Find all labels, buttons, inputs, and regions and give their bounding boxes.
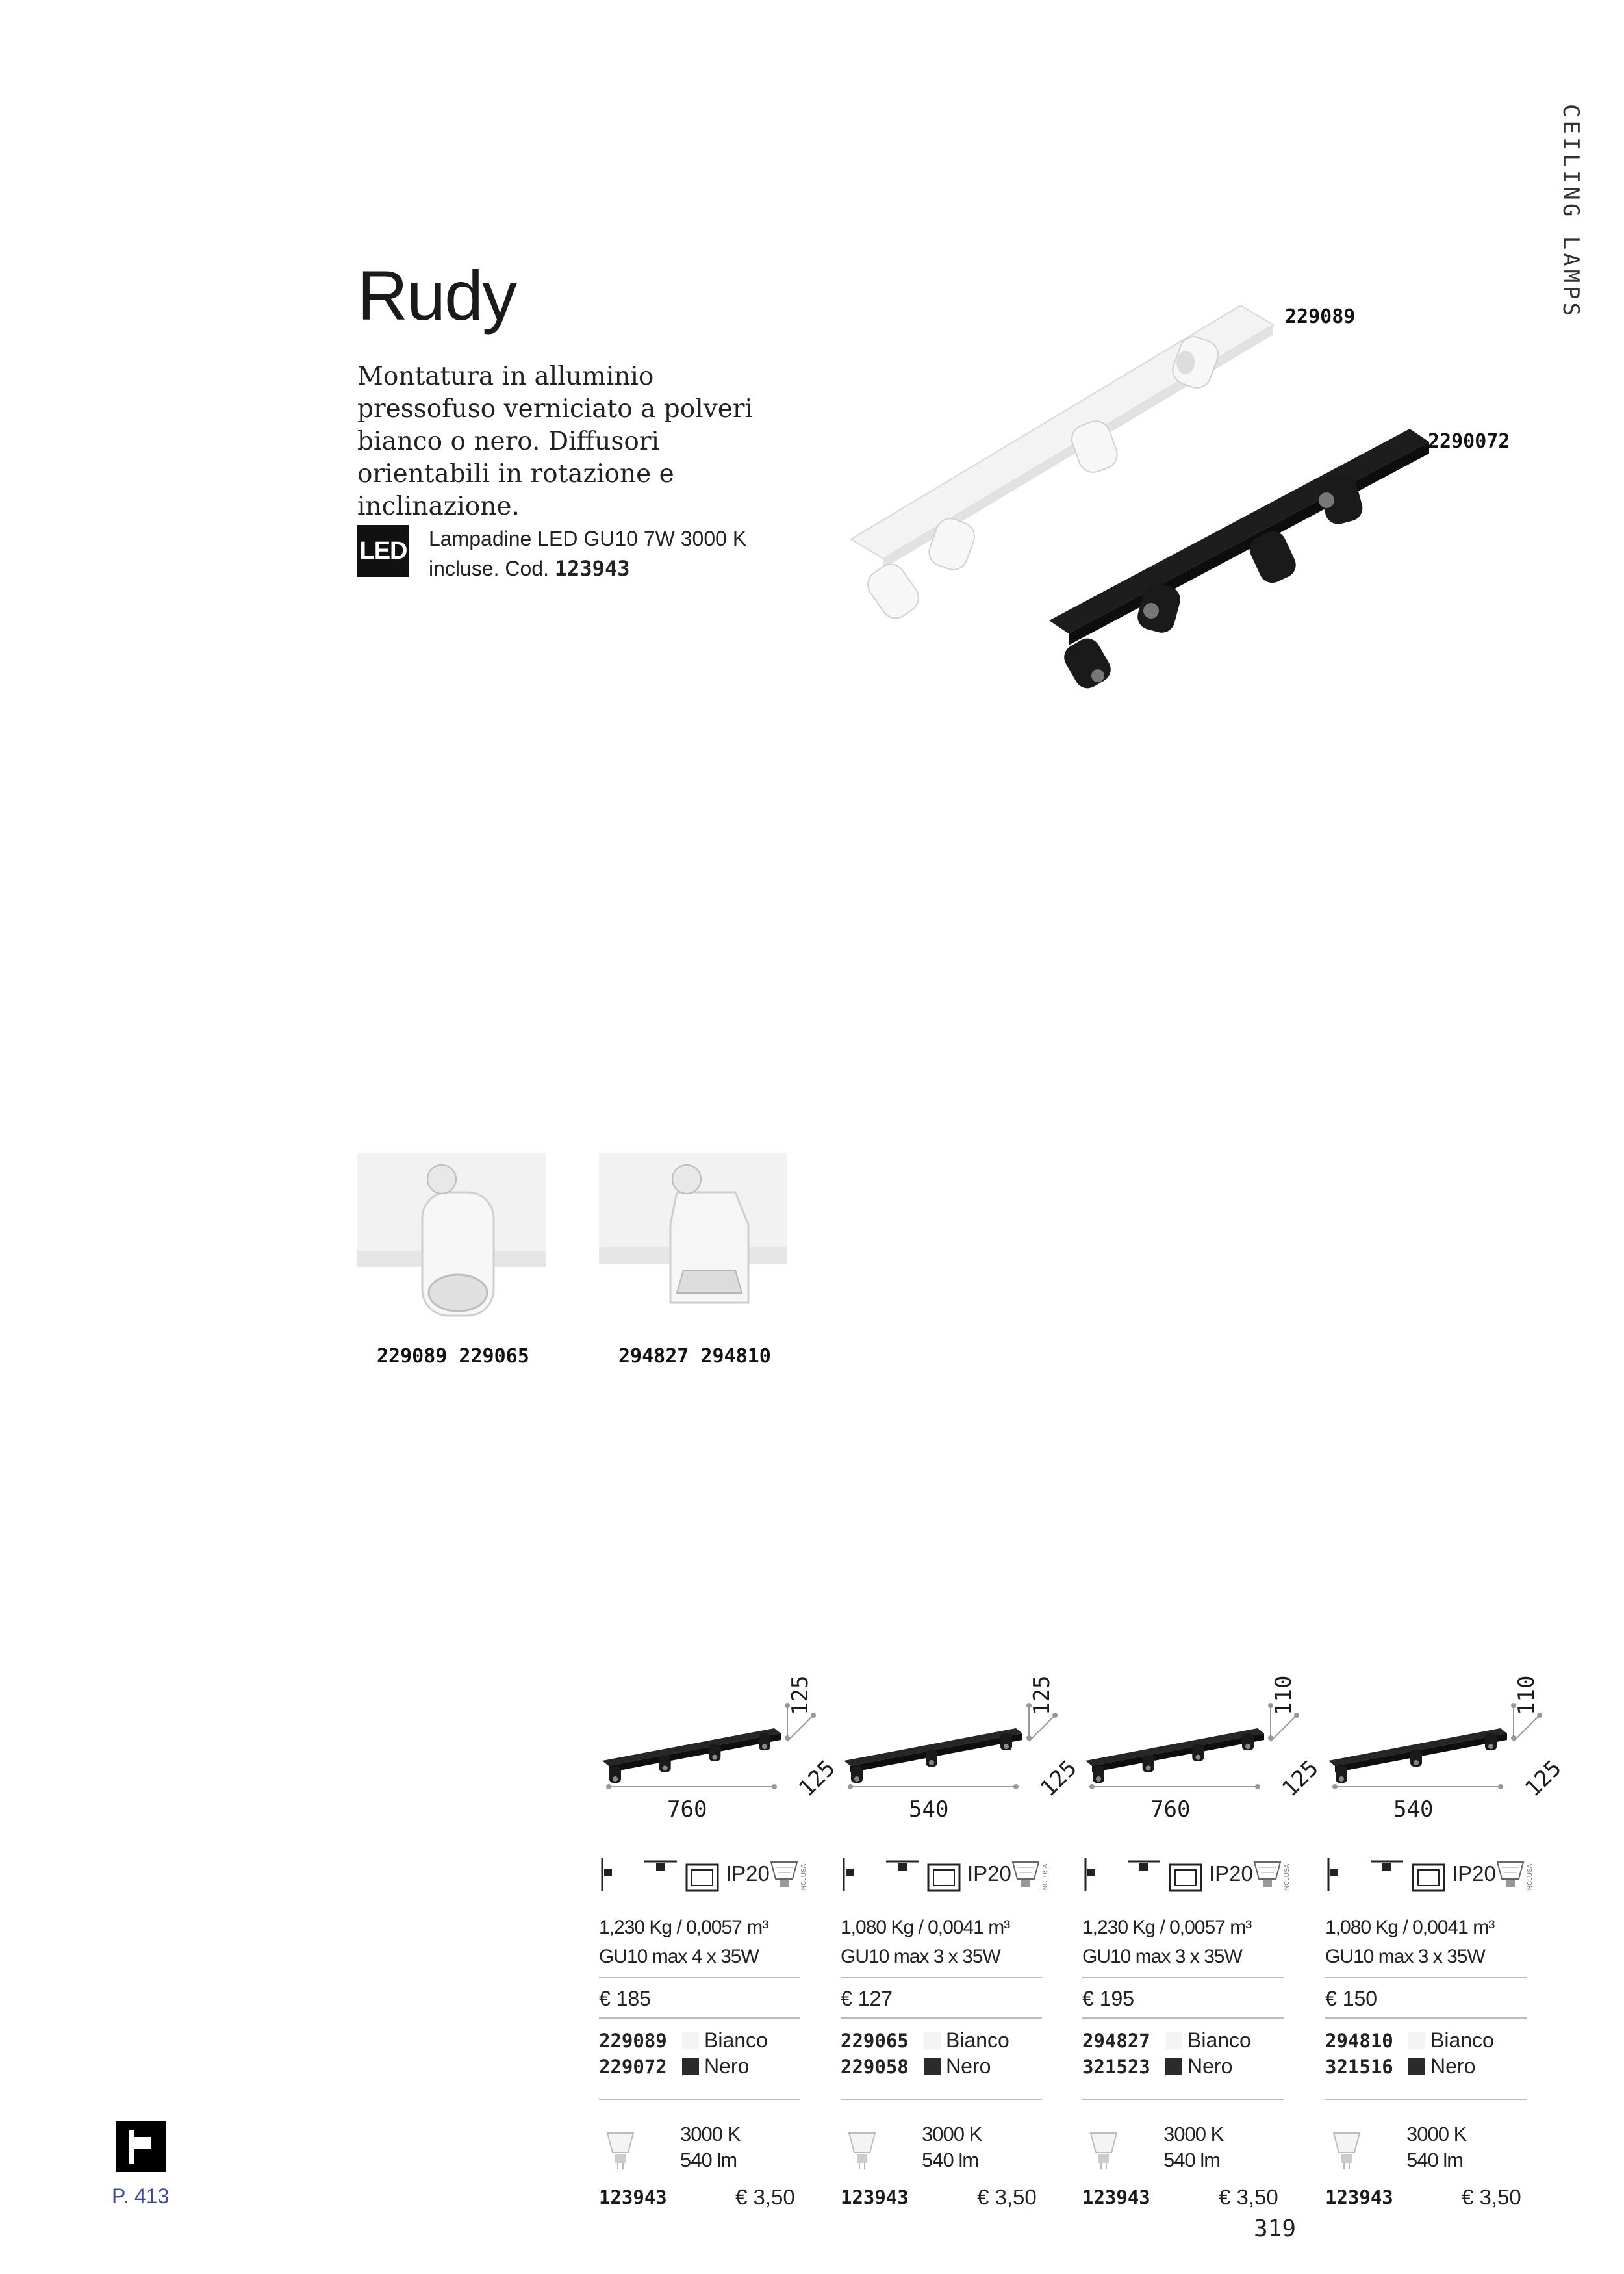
depth-dimension: 125: [1520, 1755, 1567, 1802]
led-bulb-icon: [605, 2128, 635, 2173]
led-info-line1: Lampadine LED GU10 7W 3000 K: [429, 527, 747, 550]
variant-black: [1325, 2054, 1475, 2078]
white-swatch: [924, 2032, 941, 2049]
bulb-specs: [1163, 2121, 1223, 2173]
divider: [841, 2099, 1042, 2100]
height-dimension: 125: [1029, 1675, 1055, 1715]
bulb-temperature: 3000 K: [680, 2123, 741, 2145]
variant-color: Nero: [704, 2054, 750, 2078]
bulb-code: 123943: [1082, 2186, 1150, 2208]
product-description: Montatura in alluminio pressofuso verniciato a polveri bianco o nero. Diffusori orientabili in rotazione e inclinazione.: [357, 362, 753, 521]
hero-code-white: 229089: [1285, 305, 1356, 328]
bulb-price: € 3,50: [1462, 2185, 1521, 2209]
bulb-lumen: 540 lm: [1163, 2149, 1221, 2171]
height-dimension: 125: [787, 1675, 813, 1715]
divider: [1325, 1977, 1527, 1978]
hero-code-black: 2290072: [1428, 430, 1510, 453]
ip-rating: IP20: [967, 1861, 1011, 1885]
bulb-price: € 3,50: [977, 2185, 1037, 2209]
mounting-icons: [1082, 1845, 1323, 1904]
page-number: 319: [1254, 2216, 1297, 2242]
variant-white: [841, 2028, 1009, 2052]
variant-color: Bianco: [1430, 2028, 1494, 2052]
bulb-code: 123943: [841, 2186, 909, 2208]
depth-dimension: 125: [1277, 1755, 1324, 1802]
length-dimension: 760: [1150, 1796, 1191, 1822]
led-badge: LED: [357, 525, 409, 577]
product-title: Rudy: [357, 256, 516, 335]
variant-color: Nero: [1187, 2054, 1233, 2078]
bulb-max: GU10 max 3 x 35W: [841, 1946, 1000, 1967]
variant-color: Nero: [946, 2054, 991, 2078]
led-code: 123943: [554, 556, 630, 581]
variant-white: [1082, 2028, 1251, 2052]
variant-code: 321516: [1325, 2056, 1393, 2078]
gu10-bulb-icon: [771, 1862, 797, 1887]
svg-text:INCLUSA: INCLUSA: [1527, 1863, 1534, 1892]
bulb-max: GU10 max 3 x 35W: [1082, 1946, 1242, 1967]
height-dimension: 110: [1514, 1675, 1540, 1715]
ip-rating: IP20: [1452, 1861, 1496, 1885]
thumbnail-codes-1: 229089 229065: [377, 1345, 529, 1368]
length-dimension: 760: [667, 1796, 707, 1822]
variant-black: [1082, 2054, 1232, 2078]
white-swatch: [682, 2032, 699, 2049]
led-info-line2: incluse. Cod. 123943: [429, 556, 630, 581]
bulb-lumen: 540 lm: [1406, 2149, 1464, 2171]
weight-volume: 1,230 Kg / 0,0057 m³: [1082, 1917, 1252, 1938]
bulb-price: € 3,50: [1219, 2185, 1278, 2209]
led-bulb-icon: [1332, 2128, 1362, 2173]
detail-thumbnail-square: [599, 1153, 787, 1329]
divider: [841, 1977, 1042, 1978]
white-swatch: [1408, 2032, 1425, 2049]
bulb-lumen: 540 lm: [922, 2149, 979, 2171]
gu10-bulb-icon: [1254, 1862, 1280, 1887]
divider: [841, 2017, 1042, 2019]
ip-rating: IP20: [726, 1861, 770, 1885]
bulb-code: 123943: [599, 2186, 667, 2208]
bulb-temperature: 3000 K: [922, 2123, 982, 2145]
variant-color: Nero: [1430, 2054, 1476, 2078]
bulb-code: 123943: [1325, 2186, 1393, 2208]
black-swatch: [682, 2058, 699, 2075]
divider: [599, 2017, 800, 2019]
bulb-max: GU10 max 4 x 35W: [599, 1946, 759, 1967]
variant-code: 294810: [1325, 2030, 1393, 2052]
price: € 127: [841, 1987, 893, 2010]
svg-text:INCLUSA: INCLUSA: [800, 1863, 807, 1892]
mounting-icons: [1325, 1845, 1566, 1904]
gu10-bulb-icon: [1497, 1862, 1523, 1887]
variant-color: Bianco: [1187, 2028, 1251, 2052]
bulb-temperature: 3000 K: [1406, 2123, 1467, 2145]
divider: [599, 2099, 800, 2100]
led-bulb-icon: [1089, 2128, 1119, 2173]
variant-white: [1325, 2028, 1494, 2052]
dimension-drawing: [1082, 1689, 1303, 1832]
variant-code: 229089: [599, 2030, 667, 2052]
variant-black: [841, 2054, 991, 2078]
black-swatch: [1408, 2058, 1425, 2075]
bulb-temperature: 3000 K: [1163, 2123, 1224, 2145]
svg-text:INCLUSA: INCLUSA: [1042, 1863, 1049, 1892]
spec-column: [1325, 1675, 1567, 2209]
white-swatch: [1165, 2032, 1182, 2049]
variant-white: [599, 2028, 768, 2052]
bulb-specs: [922, 2121, 982, 2173]
variant-code: 294827: [1082, 2030, 1150, 2052]
divider: [1082, 1977, 1284, 1978]
bulb-max: GU10 max 3 x 35W: [1325, 1946, 1485, 1967]
variant-code: 321523: [1082, 2056, 1150, 2078]
depth-dimension: 125: [794, 1755, 841, 1802]
section-label: CEILING LAMPS: [1558, 104, 1584, 320]
hero-product-image: [838, 279, 1449, 721]
gu10-bulb-icon: [1013, 1862, 1039, 1887]
brand-logo-icon: [116, 2121, 166, 2172]
divider: [1325, 2017, 1527, 2019]
dimension-drawing: [841, 1689, 1061, 1832]
bulb-price: € 3,50: [735, 2185, 795, 2209]
variant-color: Bianco: [946, 2028, 1009, 2052]
thumbnail-codes-2: 294827 294810: [618, 1345, 771, 1368]
black-swatch: [924, 2058, 941, 2075]
divider: [1325, 2099, 1527, 2100]
variant-code: 229065: [841, 2030, 909, 2052]
depth-dimension: 125: [1035, 1755, 1082, 1802]
led-info: [429, 524, 746, 583]
length-dimension: 540: [1393, 1796, 1434, 1822]
page-reference-link[interactable]: P. 413: [112, 2184, 170, 2208]
price: € 195: [1082, 1987, 1135, 2010]
divider: [599, 1977, 800, 1978]
detail-thumbnail-round: [357, 1153, 546, 1329]
black-swatch: [1165, 2058, 1182, 2075]
spec-column: [841, 1675, 1082, 2209]
variant-black: [599, 2054, 749, 2078]
mounting-icons: [841, 1845, 1081, 1904]
divider: [1082, 2017, 1284, 2019]
divider: [1082, 2099, 1284, 2100]
variant-code: 229072: [599, 2056, 667, 2078]
bulb-specs: [1406, 2121, 1466, 2173]
variant-code: 229058: [841, 2056, 909, 2078]
svg-text:INCLUSA: INCLUSA: [1284, 1863, 1291, 1892]
price: € 150: [1325, 1987, 1378, 2010]
bulb-lumen: 540 lm: [680, 2149, 737, 2171]
ip-rating: IP20: [1209, 1861, 1253, 1885]
mounting-icons: [599, 1845, 839, 1904]
bulb-specs: [680, 2121, 740, 2173]
weight-volume: 1,080 Kg / 0,0041 m³: [841, 1917, 1010, 1938]
length-dimension: 540: [909, 1796, 949, 1822]
weight-volume: 1,230 Kg / 0,0057 m³: [599, 1917, 768, 1938]
white-lamp-illustration: [851, 305, 1273, 624]
variant-color: Bianco: [704, 2028, 768, 2052]
dimension-drawing: [599, 1689, 820, 1832]
weight-volume: 1,080 Kg / 0,0041 m³: [1325, 1917, 1495, 1938]
spec-column: [1082, 1675, 1324, 2209]
height-dimension: 110: [1271, 1675, 1297, 1715]
price: € 185: [599, 1987, 652, 2010]
spec-column: [599, 1675, 841, 2209]
dimension-drawing: [1325, 1689, 1546, 1832]
led-bulb-icon: [847, 2128, 877, 2173]
